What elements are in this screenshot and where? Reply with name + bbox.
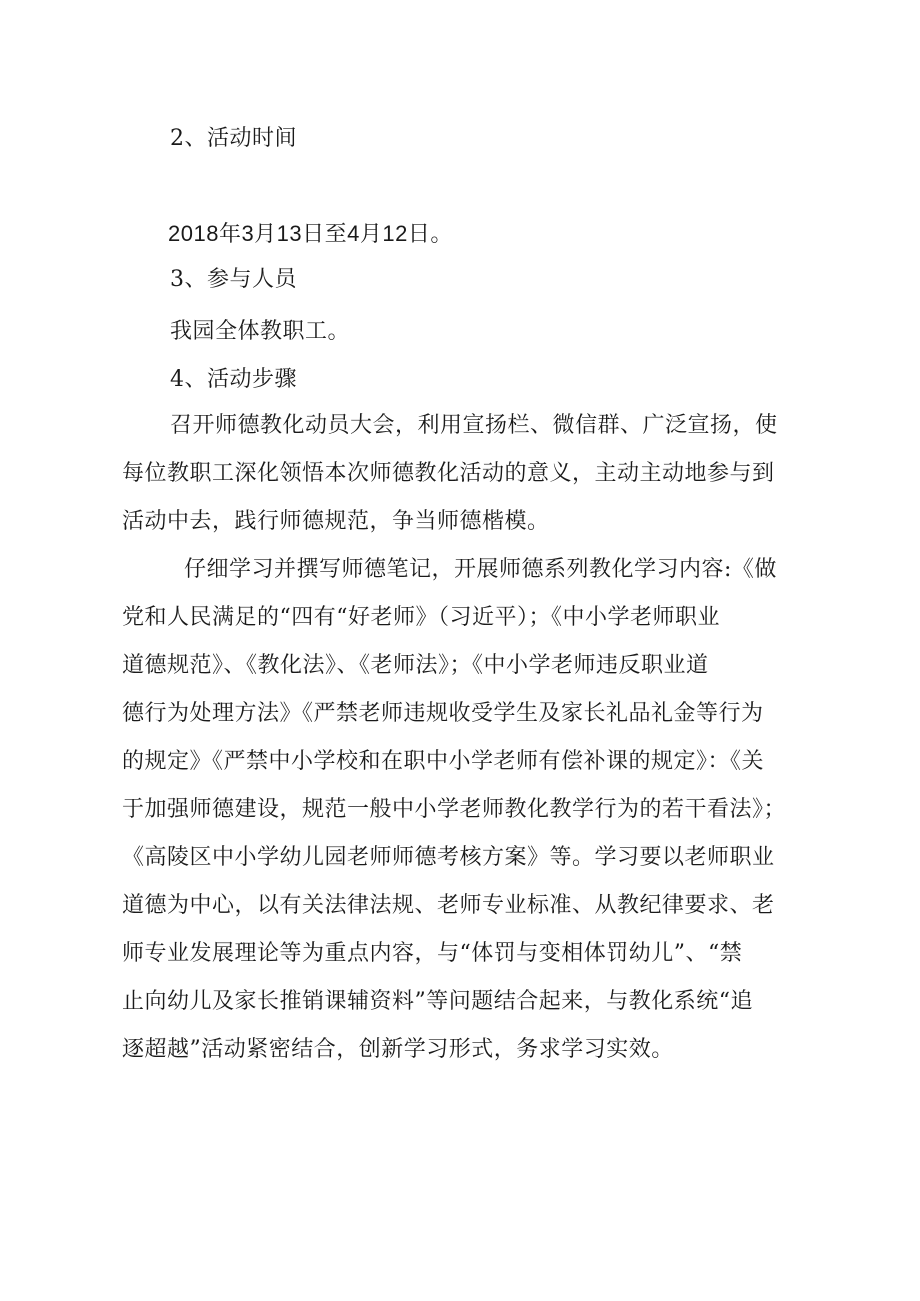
time-body: 2018年3月13日至4月12日。 [168,221,453,246]
paragraph2-line: 逐超越”活动紧密结合，创新学习形式，务求学习实效。 [122,1037,674,1062]
time-heading: 2、活动时间 [170,126,297,151]
paragraph2-line: 道德为中心，以有关法律法规、老师专业标准、从教纪律要求、老 [122,893,775,918]
paragraph2-line: 的规定》《严禁中小学校和在职中小学老师有偿补课的规定》：《关 [122,749,765,774]
steps-heading: 4、活动步骤 [170,367,297,392]
paragraph1-line: 召开师德教化动员大会，利用宣扬栏、微信群、广泛宣扬，使 [170,413,778,438]
paragraph2-line: 《高陵区中小学幼儿园老师师德考核方案》等。学习要以老师职业 [122,845,775,870]
paragraph1-line: 每位教职工深化领悟本次师德教化活动的意义，主动主动地参与到 [122,461,775,486]
paragraph2-line: 于加强师德建设，规范一般中小学老师教化教学行为的若干看法》； [122,797,787,822]
paragraph1-line: 活动中去，践行师德规范，争当师德楷模。 [122,509,550,534]
paragraph2-line: 道德规范》、《教化法》、《老师法》；《中小学老师违反职业道 [122,653,709,678]
people-body: 我园全体教职工。 [170,319,351,344]
paragraph2-line: 德行为处理方法》《严禁老师违规收受学生及家长礼品礼金等行为 [122,701,764,726]
paragraph2-line: 师专业发展理论等为重点内容，与“体罚与变相体罚幼儿”、“禁 [122,941,743,966]
paragraph2-line: 仔细学习并撰写师德笔记，开展师德系列教化学习内容:《做 [184,557,777,582]
people-heading: 3、参与人员 [170,267,297,292]
paragraph2-line: 党和人民满足的“四有“好老师》（习近平）；《中小学老师职业 [122,605,720,630]
paragraph2-line: 止向幼儿及家长推销课辅资料”等问题结合起来，与教化系统“追 [122,989,753,1014]
